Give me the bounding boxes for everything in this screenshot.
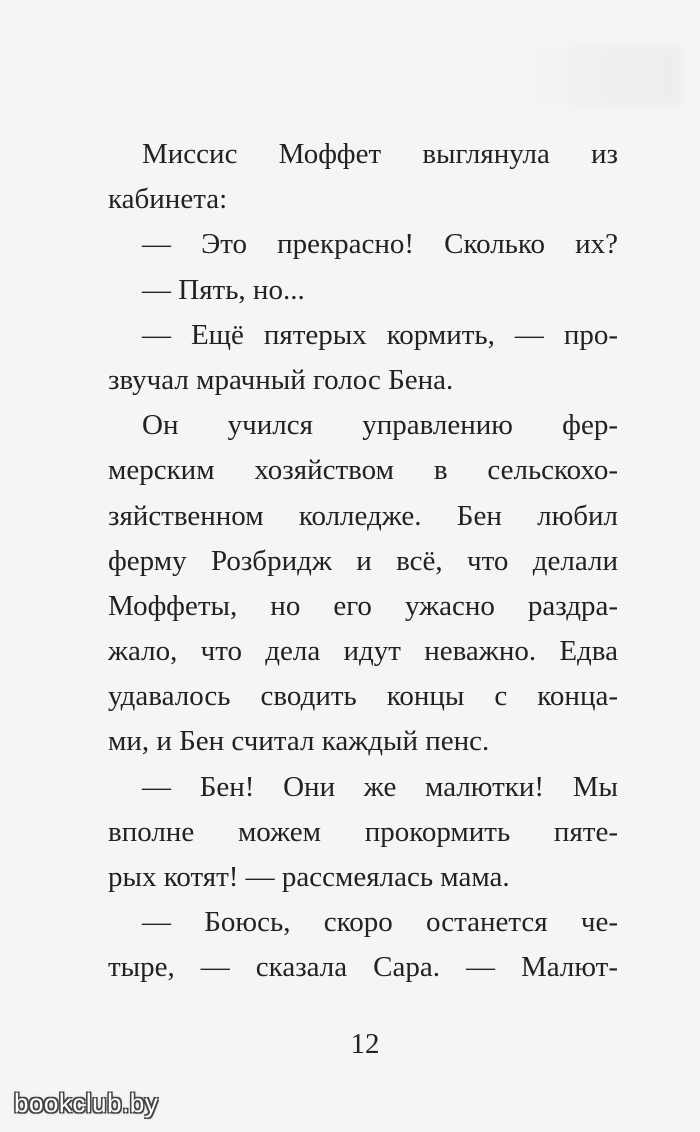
- background-smudge: [522, 46, 682, 106]
- text-line: — Бен! Они же малютки! Мы: [142, 770, 618, 803]
- text-line: Он учился управлению фер-: [142, 409, 618, 442]
- text-line: — Пять, но...: [142, 273, 305, 306]
- page-number: 12: [350, 1028, 380, 1060]
- watermark-logo: bookclub.by: [14, 1088, 159, 1118]
- page-text: [108, 132, 618, 991]
- text-line: ми, и Бен считал каждый пенс.: [108, 725, 490, 758]
- text-line: жало, что дела идут неважно. Едва: [108, 635, 618, 668]
- text-line: Миссис Моффет выглянула из: [142, 138, 618, 170]
- text-line: звучал мрачный голос Бена.: [108, 363, 454, 396]
- text-line: Моффеты, но его ужасно раздра-: [108, 589, 618, 622]
- text-line: мерским хозяйством в сельскохо-: [108, 454, 618, 487]
- text-line: ферму Розбридж и всё, что делали: [108, 544, 618, 577]
- text-line: удавалось сводить концы с конца-: [108, 680, 618, 713]
- text-line: — Боюсь, скоро останется че-: [142, 906, 618, 939]
- text-line: кабинета:: [108, 183, 228, 216]
- text-line: — Это прекрасно! Сколько их?: [142, 228, 618, 261]
- text-line: рых котят! — рассмеялась мама.: [108, 861, 510, 893]
- text-line: тыре, — сказала Сара. — Малют-: [108, 951, 618, 984]
- text-line: вполне можем прокормить пяте-: [108, 815, 618, 848]
- text-line: зяйственном колледже. Бен любил: [108, 499, 618, 532]
- text-line: — Ещё пятерых кормить, — про-: [142, 318, 618, 351]
